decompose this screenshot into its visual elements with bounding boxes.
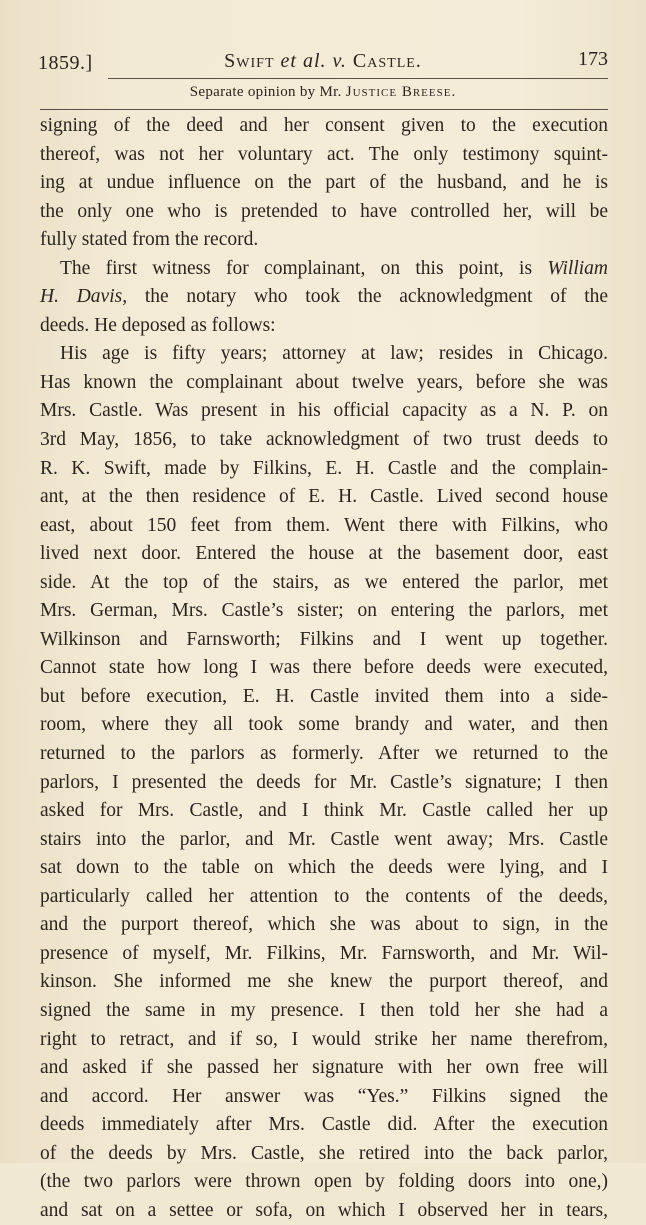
text-line bbox=[40, 283, 608, 312]
paragraph-text: the notary who took the acknowledgment of the bbox=[144, 286, 609, 308]
text-line: Mrs. German, Mrs. Castle’s sister; on entering the parlors, met bbox=[40, 600, 608, 622]
text-line: Cannot state how long I was there before deeds were executed, bbox=[40, 657, 608, 679]
text-line: kinson. She informed me she knew the purport thereof, and bbox=[40, 971, 608, 993]
text-line: side. At the top of the stairs, as we entered the parlor, met bbox=[40, 571, 608, 593]
text-line: signing of the deed and her consent given to the execution bbox=[40, 115, 608, 136]
text-line: thereof, was not her voluntary act. The only testimony squint- bbox=[40, 143, 608, 165]
text-line: but before execution, E. H. Castle invited them into a side- bbox=[40, 685, 608, 707]
text-line: Wilkinson and Farnsworth; Filkins and I went up together. bbox=[40, 628, 608, 650]
witness-name-cont: H. Davis, bbox=[40, 286, 128, 308]
text-line: deeds. He deposed as follows: bbox=[40, 314, 276, 336]
page-number: 173 bbox=[578, 48, 608, 70]
case-title-connector: et al. v. bbox=[280, 50, 347, 72]
subhead-justice-name: Justice Breese. bbox=[345, 84, 457, 100]
text-line: (the two parlors were thrown open by folding doors into one,) bbox=[40, 1171, 608, 1193]
text-line: R. K. Swift, made by Filkins, E. H. Castle and the complain- bbox=[40, 457, 608, 479]
opinion-subhead bbox=[38, 84, 608, 101]
case-title-defendant: Castle. bbox=[352, 50, 422, 72]
running-head bbox=[38, 44, 608, 74]
text-line: Mrs. Castle. Was present in his official capacity as a N. P. on bbox=[40, 400, 608, 422]
text-line: deeds immediately after Mrs. Castle did. After the execution bbox=[40, 1114, 608, 1136]
text-line bbox=[40, 255, 608, 284]
text-line: ant, at the then residence of E. H. Castle. Lived second house bbox=[40, 486, 608, 508]
text-line: presence of myself, Mr. Filkins, Mr. Farnsworth, and Mr. Wil- bbox=[40, 942, 608, 964]
text-line: room, where they all took some brandy and water, and then bbox=[40, 714, 608, 736]
text-line: east, about 150 feet from them. Went there with Filkins, who bbox=[40, 514, 608, 536]
text-line: Has known the complainant about twelve years, before she was bbox=[40, 371, 608, 393]
body-text bbox=[40, 112, 608, 1225]
text-line: the only one who is pretended to have controlled her, will be bbox=[40, 200, 608, 222]
text-line: lived next door. Entered the house at the basement door, east bbox=[40, 543, 608, 565]
text-line: sat down to the table on which the deeds were lying, and I bbox=[40, 857, 608, 879]
subhead-prefix: Separate opinion by Mr. bbox=[189, 84, 342, 100]
case-title-plaintiff: Swift bbox=[224, 50, 275, 72]
text-line: returned to the parlors as formerly. After we returned to the bbox=[40, 743, 608, 765]
header-rule bbox=[108, 78, 608, 79]
text-line: parlors, I presented the deeds for Mr. Castle’s signature; I then bbox=[40, 771, 608, 793]
text-line: ing at undue influence on the part of the husband, and he is bbox=[40, 172, 608, 194]
subhead-rule bbox=[40, 109, 608, 110]
text-line: and accord. Her answer was “Yes.” Filkins signed the bbox=[40, 1085, 608, 1107]
text-line: and sat on a settee or sofa, on which I observed her in tears, bbox=[40, 1199, 608, 1221]
text-line: signed the same in my presence. I then told her she had a bbox=[40, 999, 608, 1021]
text-line: of the deeds by Mrs. Castle, she retired into the back parlor, bbox=[40, 1142, 608, 1164]
text-line: asked for Mrs. Castle, and I think Mr. Castle called her up bbox=[40, 800, 608, 822]
text-line: right to retract, and if so, I would strike her name therefrom, bbox=[40, 1028, 608, 1050]
text-line: fully stated from the record. bbox=[40, 229, 259, 251]
text-line: particularly called her attention to the contents of the deeds, bbox=[40, 885, 608, 907]
text-line: and the purport thereof, which she was about to sign, in the bbox=[40, 914, 608, 936]
running-head-case-title bbox=[38, 50, 608, 73]
paragraph-text: The first witness for complainant, on this point, is bbox=[60, 257, 533, 279]
text-line: and asked if she passed her signature with her own free will bbox=[40, 1057, 608, 1079]
witness-name: William bbox=[547, 257, 609, 279]
text-line: stairs into the parlor, and Mr. Castle went away; Mrs. Castle bbox=[40, 828, 608, 850]
text-line: His age is fifty years; attorney at law; resides in Chicago. bbox=[60, 343, 608, 365]
running-head-year: 1859.] bbox=[38, 52, 93, 74]
text-line: 3rd May, 1856, to take acknowledgment of two trust deeds to bbox=[40, 429, 608, 451]
